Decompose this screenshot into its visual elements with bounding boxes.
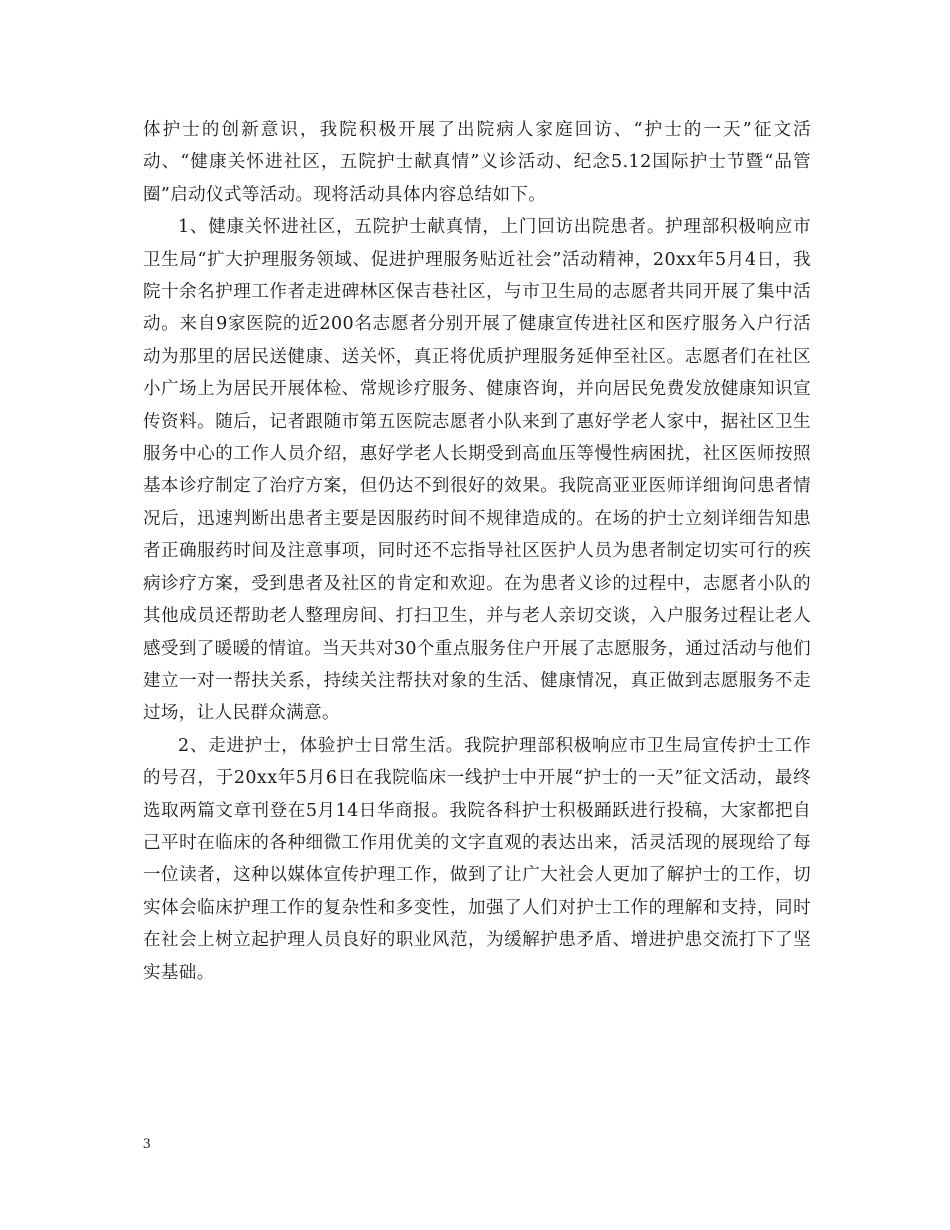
document-body — [143, 114, 811, 989]
paragraph-nurse-daily-life: 2、走进护士，体验护士日常生活。我院护理部积极响应市卫生局宣传护士工作的号召，于20xx年5月6日在我院临床一线护士中开展“护士的一天”征文活动，最终选取两篇文章刊登在5月14日华商报。我院各科护士积极踊跃进行投稿，大家都把自己平时在临床的各种细微工作用优美的文字直观的表达出来，活灵活现的展现给了每一位读者，这种以媒体宣传护理工作，做到了让广大社会人更加了解护士的工作，切实体会临床护理工作的复杂性和多变性，加强了人们对护士工作的理解和支持，同时在社会上树立起护理人员良好的职业风范，为缓解护患矛盾、增进护患交流打下了坚实基础。 — [143, 735, 811, 983]
page-number: 3 — [143, 1136, 151, 1152]
paragraph-intro-continued: 体护士的创新意识，我院积极开展了出院病人家庭回访、“护士的一天”征文活动、“健康关怀进社区，五院护士献真情”义诊活动、纪念5.12国际护士节暨“品管圈”启动仪式等活动。现将活动具体内容总结如下。 — [143, 120, 811, 205]
paragraph-community-outreach: 1、健康关怀进社区，五院护士献真情，上门回访出院患者。护理部积极响应市卫生局“扩大护理服务领域、促进护理服务贴近社会”活动精神，20xx年5月4日，我院十余名护理工作者走进碑林区保吉巷社区，与市卫生局的志愿者共同开展了集中活动。来自9家医院的近200名志愿者分别开展了健康宣传进社区和医疗服务入户行活动为那里的居民送健康、送关怀，真正将优质护理服务延伸至社区。志愿者们在社区小广场上为居民开展体检、常规诊疗服务、健康咨询，并向居民免费发放健康知识宣传资料。随后，记者跟随市第五医院志愿者小队来到了惠好学老人家中，据社区卫生服务中心的工作人员介绍，惠好学老人长期受到高血压等慢性病困扰，社区医师按照基本诊疗制定了治疗方案，但仍达不到很好的效果。我院高亚亚医师详细询问患者情况后，迅速判断出患者主要是因服药时间不规律造成的。在场的护士立刻详细告知患者正确服药时间及注意事项，同时还不忘指导社区医护人员为患者制定切实可行的疾病诊疗方案，受到患者及社区的肯定和欢迎。在为患者义诊的过程中，志愿者小队的其他成员还帮助老人整理房间、打扫卫生，并与老人亲切交谈，入户服务过程让老人感受到了暖暖的情谊。当天共对30个重点服务住户开展了志愿服务，通过活动与他们建立一对一帮扶关系，持续关注帮扶对象的生活、健康情况，真正做到志愿服务不走过场，让人民群众满意。 — [143, 217, 811, 724]
